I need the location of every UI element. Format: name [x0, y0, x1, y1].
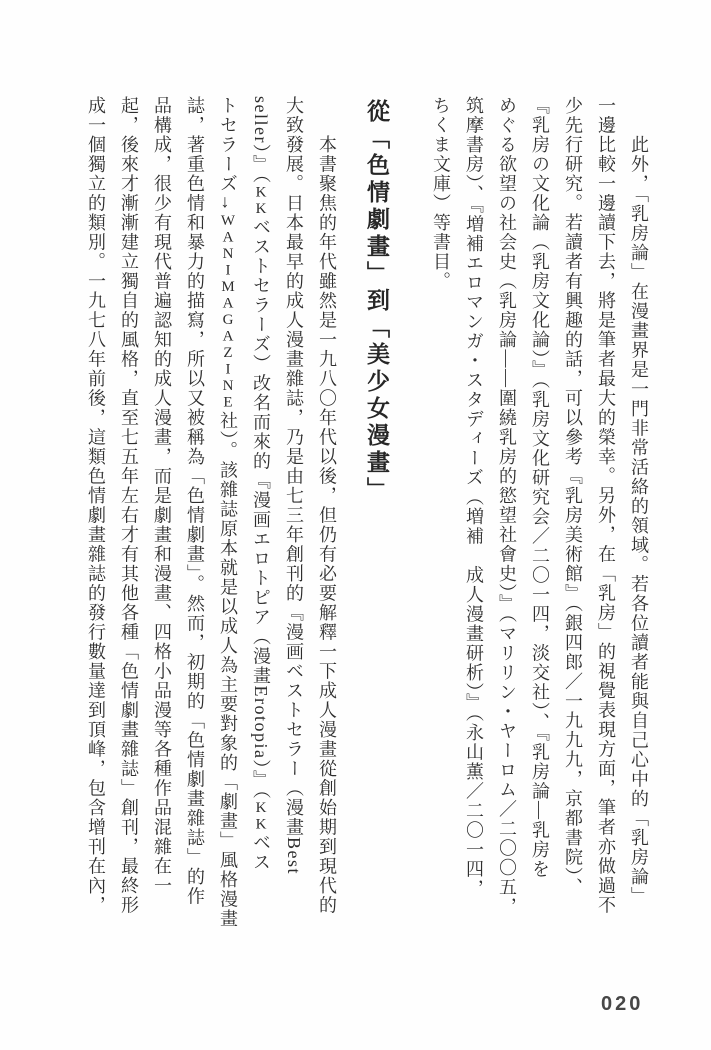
text-column: 起，後來才漸漸建立獨自的風格，直至七五年左右才有其他各種「色情劇畫雜誌」創刊，最終形	[119, 96, 139, 915]
latin-upright-text: WANIMAGAZINE	[220, 213, 236, 411]
text-column: 誌，著重色情和暴力的描寫，所以又被稱為「色情劇畫」。然而，初期的「色情劇畫雜誌」的作	[185, 96, 205, 906]
section-heading: 從「色情劇畫」到「美少女漫畫」	[364, 99, 390, 504]
text-column: 『乳房の文化論（乳房文化論）』（乳房文化研究会／二〇一四，淡交社）、『乳房論―乳房を	[530, 96, 550, 879]
text-column: 本書聚焦的年代雖然是一九八〇年代以後，但仍有必要解釋一下成人漫畫從創始期到現代的	[317, 96, 337, 915]
text-column: 此外，「乳房論」在漫畫界是一門非常活絡的領域。若各位讀者能與自己心中的「乳房論」	[629, 96, 649, 906]
text-column: めぐる欲望の社会史（乳房論——圍繞乳房的慾望社會史）』（マリリン・ヤーロム／二〇〇五，	[497, 96, 517, 917]
text-column: 筑摩書房）、『増補エロマンガ・スタディーズ（増補 成人漫畫研析）』（永山薫／二〇一四，	[464, 96, 484, 899]
text-column: seller）』（KKベストセラーズ）改名而來的『漫画エロトピア（漫畫Erotopia）』（KKベス	[251, 96, 271, 872]
text-column: 一邊比較一邊讀下去，將是筆者最大的榮幸。另外，在「乳房」的視覺表現方面，筆者亦做過不	[596, 96, 616, 915]
latin-upright-text: KK	[253, 184, 269, 218]
text-column: 成一個獨立的類別。一九七八年前後，這類色情劇畫雜誌的發行數量達到頂峰，包含增刊在內，	[86, 96, 106, 915]
paragraph-history	[79, 96, 343, 952]
text-column: 品構成，很少有現代普遍認知的成人漫畫，而是劇畫和漫畫、四格小品漫等各種作品混雜在一	[152, 96, 172, 896]
text-column: トセラーズ→WANIMAGAZINE社）。該雜誌原本就是以成人為主要對象的「劇畫」風格漫畫	[218, 96, 238, 929]
paragraph-references	[424, 96, 655, 952]
text-column: 少先行研究。若讀者有興趣的話，可以參考『乳房美術館』（銀四郎／一九九九，京都書院）、	[563, 96, 583, 897]
latin-upright-text: KK	[253, 799, 269, 833]
text-column: ちくま文庫）等書目。	[431, 96, 451, 291]
page-number: 020	[601, 993, 644, 1015]
text-column: 大致發展。日本最早的成人漫畫雜誌，乃是由七三年創刊的『漫画ベストセラー（漫畫Best	[284, 96, 304, 876]
